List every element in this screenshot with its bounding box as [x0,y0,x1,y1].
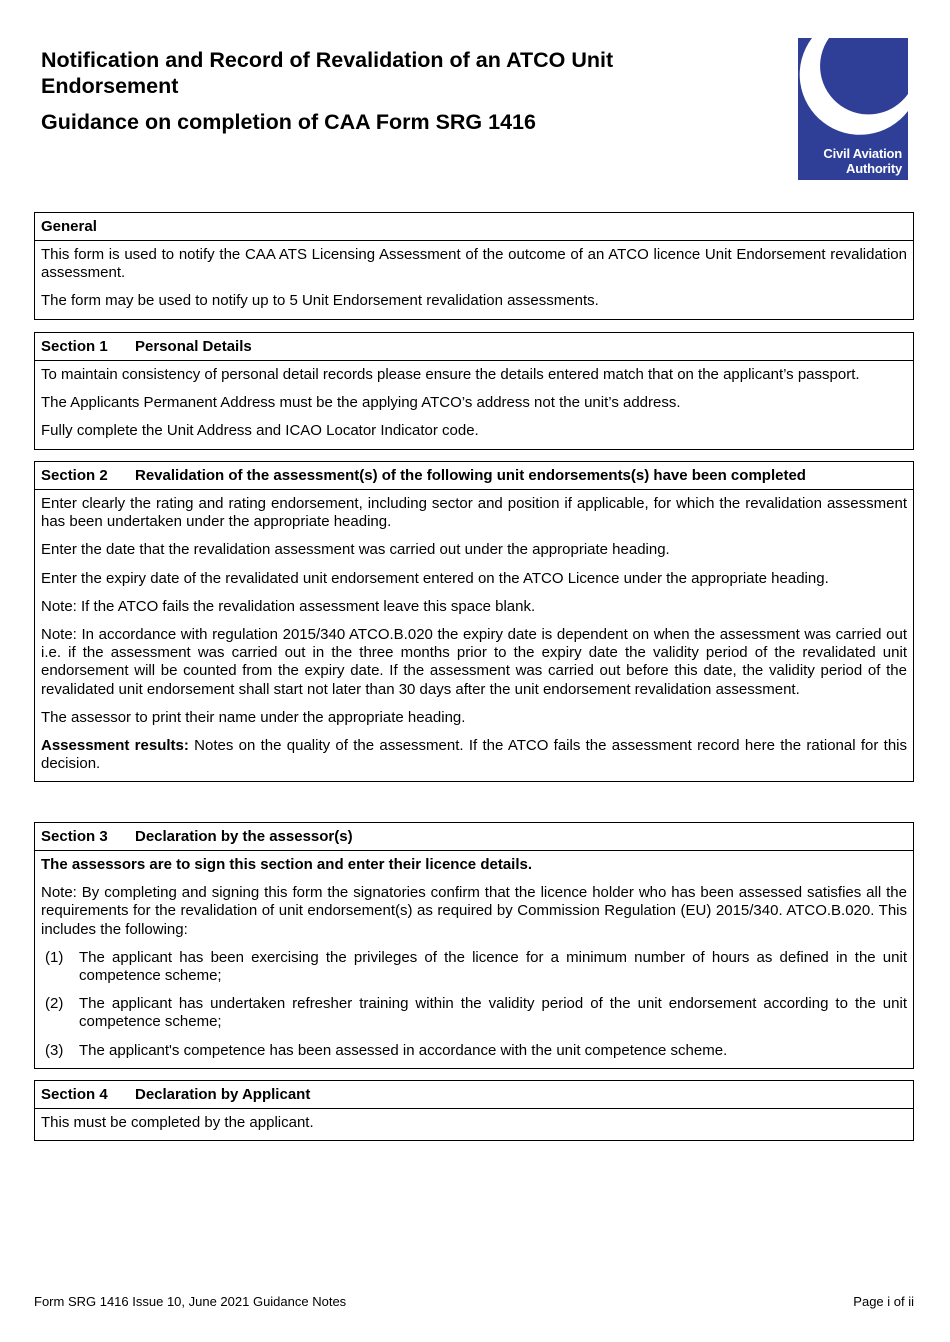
assessment-results-label: Assessment results: [41,737,189,755]
title-line-2: Endorsement [41,74,179,98]
list-item-text: The applicant's competence has been assessed in accordance with the unit competence scheme. [79,1041,728,1059]
section-4-heading [35,1081,913,1109]
section-4-box [34,1080,914,1141]
logo-text-line-2: Authority [846,161,902,176]
section-2-paragraph: Note: In accordance with regulation 2015/340 ATCO.B.020 the expiry date is dependent on when the assessment was carried out i.e. if the assessment was carried out in the three months prior to the expiry date the validity period of the revalidated unit endorsement will be counted from the expiry date. If the assessment was carried out before this date, the validity period of the revalidated unit endorsement shall start not later than 30 days after the unit endorsement revalidation assessment. [41,626,907,698]
general-box [34,212,914,320]
section-1-paragraph: Fully complete the Unit Address and ICAO Locator Indicator code. [41,422,479,440]
list-item [41,949,907,985]
section-2-heading [35,462,913,490]
section-2-paragraph: Enter clearly the rating and rating endorsement, including sector and position if applicable, for which the revalidation assessment has been undertaken under the appropriate heading. [41,495,907,531]
document-subtitle: Guidance on completion of CAA Form SRG 1416 [41,110,536,134]
section-2-paragraph: Enter the expiry date of the revalidated unit endorsement entered on the ATCO Licence under the appropriate heading. [41,569,829,587]
general-heading-text: General [41,218,97,235]
section-1-box [34,332,914,450]
assessment-results-paragraph [41,737,907,773]
section-1-paragraph: The Applicants Permanent Address must be the applying ATCO’s address not the unit’s address. [41,394,681,412]
section-4-title: Declaration by Applicant [135,1086,311,1103]
section-2-paragraph: The assessor to print their name under the appropriate heading. [41,708,466,726]
general-heading [35,213,913,241]
list-item [41,995,907,1031]
document-title [41,47,761,99]
title-line-1: Notification and Record of Revalidation of an ATCO Unit [41,48,614,72]
section-4-body [35,1109,913,1140]
section-1-paragraph: To maintain consistency of personal detail records please ensure the details entered match that on the applicant’s passport. [41,366,860,383]
section-2-number: Section 2 [41,467,108,484]
section-3-box [34,822,914,1069]
section-1-heading [35,333,913,361]
list-item-number: (1) [45,948,64,966]
general-paragraph: This form is used to notify the CAA ATS Licensing Assessment of the outcome of an ATCO licence Unit Endorsement revalidation assessment. [41,246,907,282]
list-item-text: The applicant has been exercising the privileges of the licence for a minimum number of hours as defined in the unit competence scheme; [79,948,907,985]
list-item [41,1042,907,1060]
logo-text-line-1: Civil Aviation [823,146,902,161]
section-2-title: Revalidation of the assessment(s) of the following unit endorsements(s) have been completed [135,467,806,484]
section-3-number: Section 3 [41,828,108,845]
section-1-number: Section 1 [41,338,108,355]
list-item-number: (2) [45,995,64,1013]
section-3-note: Note: By completing and signing this form the signatories confirm that the licence holder who has been assessed satisfies all the requirements for the revalidation of unit endorsement(s) as required by Commission Regulation (EU) 2015/340. ATCO.B.020. This includes the following: [41,884,907,938]
list-item-text: The applicant has undertaken refresher training within the validity period of the unit endorsement according to the unit competence scheme; [79,995,907,1031]
section-3-intro: The assessors are to sign this section and enter their licence details. [41,856,533,873]
assessment-results-text: Notes on the quality of the assessment. If the ATCO fails the assessment record here the rational for this decision. [41,737,908,773]
section-2-body [35,490,913,781]
section-1-title: Personal Details [135,338,252,355]
section-4-number: Section 4 [41,1086,108,1103]
section-2-paragraph: Enter the date that the revalidation assessment was carried out under the appropriate heading. [41,541,670,559]
section-2-box [34,461,914,782]
section-4-paragraph: This must be completed by the applicant. [41,1114,314,1131]
general-paragraph: The form may be used to notify up to 5 Unit Endorsement revalidation assessments. [41,292,599,310]
caa-logo [798,38,908,180]
section-3-heading [35,823,913,851]
general-body [35,241,913,319]
footer-form-reference: Form SRG 1416 Issue 10, June 2021 Guidance Notes [34,1294,347,1309]
section-1-body [35,361,913,449]
footer-page-number: Page i of ii [853,1294,914,1309]
logo-text [823,146,902,176]
section-3-body [35,851,913,1068]
section-3-title: Declaration by the assessor(s) [135,828,353,845]
section-2-paragraph: Note: If the ATCO fails the revalidation assessment leave this space blank. [41,597,536,615]
list-item-number: (3) [45,1041,64,1059]
